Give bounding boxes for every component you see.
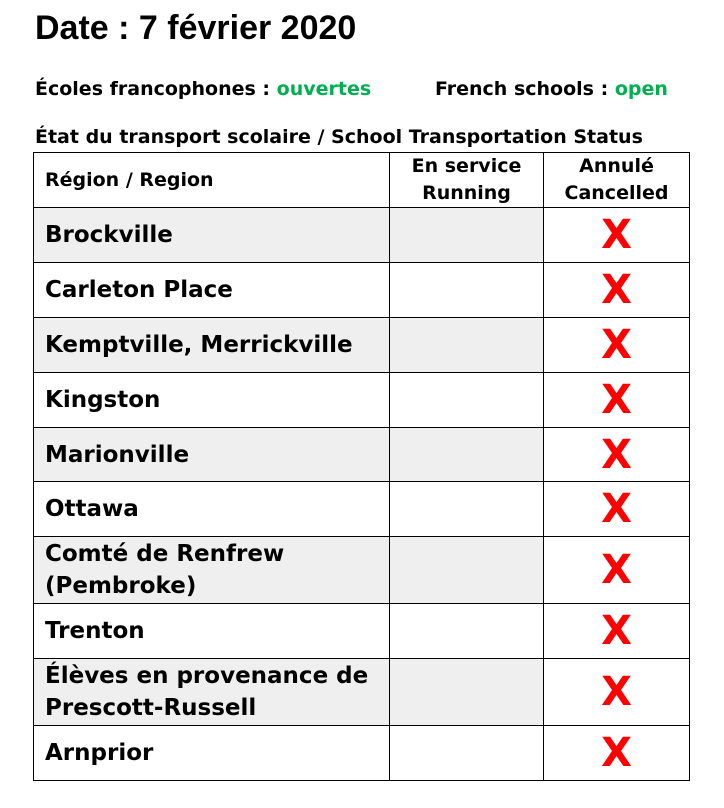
cancelled-header-fr: Annulé xyxy=(579,155,654,177)
running-cell xyxy=(390,604,544,659)
region-cell: Ottawa xyxy=(34,482,390,537)
school-status-en-label: French schools : xyxy=(435,78,609,100)
cancelled-cell xyxy=(544,428,690,482)
region-cell: Comté de Renfrew (Pembroke) xyxy=(34,537,390,604)
running-cell xyxy=(390,726,544,781)
cancelled-mark: X xyxy=(601,486,632,532)
running-cell xyxy=(390,318,544,373)
table-row xyxy=(34,318,690,373)
cancelled-mark: X xyxy=(601,608,632,654)
cancelled-mark: X xyxy=(601,322,632,368)
running-header-fr: En service xyxy=(411,155,522,177)
school-status-fr xyxy=(35,78,371,100)
school-status-fr-label: Écoles francophones : xyxy=(35,78,271,100)
running-cell xyxy=(390,208,544,263)
cancelled-header-en: Cancelled xyxy=(564,182,669,204)
cancelled-cell xyxy=(544,659,690,726)
cancelled-cell xyxy=(544,537,690,604)
region-cell: Kingston xyxy=(34,373,390,428)
cancelled-cell xyxy=(544,208,690,263)
school-status-en-value: open xyxy=(614,78,668,100)
cancelled-mark: X xyxy=(601,267,632,313)
region-cell: Élèves en provenance de Prescott-Russell xyxy=(34,659,390,726)
table-row xyxy=(34,537,690,604)
region-cell: Arnprior xyxy=(34,726,390,781)
table-row xyxy=(34,263,690,318)
transport-status-caption: État du transport scolaire / School Transportation Status xyxy=(35,126,643,148)
cancelled-mark: X xyxy=(601,212,632,258)
region-cell: Carleton Place xyxy=(34,263,390,318)
table-row xyxy=(34,659,690,726)
table-row xyxy=(34,428,690,482)
cancelled-cell xyxy=(544,373,690,428)
cancelled-mark: X xyxy=(601,431,632,478)
table-row xyxy=(34,373,690,428)
cancelled-mark: X xyxy=(601,547,632,593)
cancelled-cell xyxy=(544,482,690,537)
region-cell: Marionville xyxy=(34,428,390,482)
running-header-en: Running xyxy=(422,182,511,204)
running-cell xyxy=(390,428,544,482)
table-row xyxy=(34,208,690,263)
table-row xyxy=(34,726,690,781)
cancelled-cell xyxy=(544,318,690,373)
cancelled-cell xyxy=(544,604,690,659)
cancelled-mark: X xyxy=(601,669,632,715)
cancelled-cell xyxy=(544,263,690,318)
running-cell xyxy=(390,659,544,726)
table-header-row xyxy=(34,153,690,208)
cancelled-cell xyxy=(544,726,690,781)
table-row xyxy=(34,482,690,537)
running-cell xyxy=(390,482,544,537)
running-cell xyxy=(390,263,544,318)
running-cell xyxy=(390,537,544,604)
region-cell: Brockville xyxy=(34,208,390,263)
cancelled-column-header xyxy=(544,153,690,208)
school-status-en xyxy=(435,78,668,100)
region-column-header: Région / Region xyxy=(34,153,390,208)
cancelled-mark: X xyxy=(601,377,632,423)
running-column-header xyxy=(390,153,544,208)
transport-status-table xyxy=(33,152,690,781)
region-cell: Kemptville, Merrickville xyxy=(34,318,390,373)
table-row xyxy=(34,604,690,659)
school-status-fr-value: ouvertes xyxy=(276,78,372,100)
running-cell xyxy=(390,373,544,428)
cancelled-mark: X xyxy=(601,730,632,776)
page-title: Date : 7 février 2020 xyxy=(35,9,357,47)
region-cell: Trenton xyxy=(34,604,390,659)
